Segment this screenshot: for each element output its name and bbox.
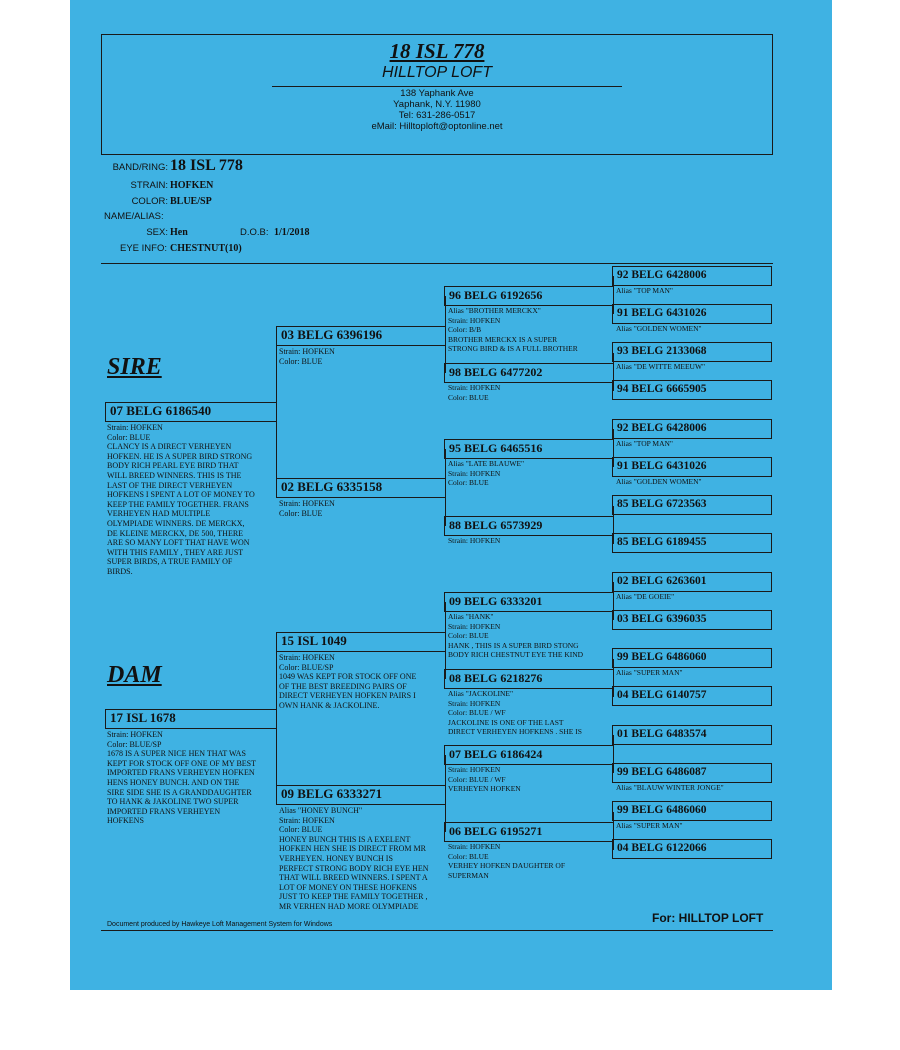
- header-box: [101, 34, 773, 155]
- sss-band-box: 96 BELG 6192656: [444, 286, 614, 306]
- header-email: eMail: Hilltoploft@optonline.net: [371, 121, 503, 132]
- footer-produced-by: Document produced by Hawkeye Loft Management System for Windows: [107, 921, 333, 928]
- strain-value: HOFKEN: [170, 180, 214, 191]
- ssd-notes: Strain: HOFKEN Color: BLUE: [448, 383, 501, 402]
- band-label: BAND/RING:: [112, 162, 168, 173]
- ds-connector: [445, 602, 446, 679]
- dsd-notes: Alias "JACKOLINE" Strain: HOFKEN Color: BLUE / WF JACKOLINE IS ONE OF THE LAST DIRECT VERHEYEN HOFKENS . SHE IS: [448, 689, 582, 736]
- eye-info-value: CHESTNUT(10): [170, 243, 242, 254]
- g4-15-alias: Alias "SUPER MAN": [616, 821, 683, 830]
- dam-heading: DAM: [107, 662, 162, 688]
- eye-info-label: EYE INFO:: [120, 243, 167, 254]
- info-divider: [101, 263, 773, 264]
- ss-band-box: 03 BELG 6396196: [276, 326, 446, 346]
- sd-connector: [445, 449, 446, 526]
- dds-band-box: 07 BELG 6186424: [444, 745, 614, 765]
- ss-connector: [445, 296, 446, 373]
- sex-value: Hen: [170, 227, 188, 238]
- g4-7-band-box: 85 BELG 6723563: [612, 495, 772, 515]
- ds-band-box: 15 ISL 1049: [276, 632, 446, 652]
- dob-value: 1/1/2018: [274, 227, 310, 238]
- g4-16-band-box: 04 BELG 6122066: [612, 839, 772, 859]
- g4-12-band-box: 04 BELG 6140757: [612, 686, 772, 706]
- g4-13-band-box: 01 BELG 6483574: [612, 725, 772, 745]
- dsd-band-box: 08 BELG 6218276: [444, 669, 614, 689]
- g4-9-alias: Alias "DE GOEIE": [616, 592, 675, 601]
- g4-9-band-box: 02 BELG 6263601: [612, 572, 772, 592]
- sire-connector: [276, 345, 277, 487]
- dam-notes: Strain: HOFKEN Color: BLUE/SP 1678 IS A SUPER NICE HEN THAT WAS KEPT FOR STOCK OFF ONE OF MY BEST IMPORTED FRANS VERHEYEN HOFKEN HENS HONEY BUNCH. AND ON THE SIRE SIDE SHE IS A GRANDDAUGHTER TO HANK & JAKOLINE TWO SUPER IMPORTED FRANS VERHEYEN HOFKENS: [107, 730, 256, 826]
- color-value: BLUE/SP: [170, 196, 212, 207]
- sds-notes: Alias "LATE BLAUWE" Strain: HOFKEN Color: BLUE: [448, 459, 525, 487]
- dam-band-box: 17 ISL 1678: [105, 709, 277, 729]
- g4-8-band-box: 85 BELG 6189455: [612, 533, 772, 553]
- g4-1-band-box: 92 BELG 6428006: [612, 266, 772, 286]
- band-value: 18 ISL 778: [170, 157, 243, 174]
- g4-1-alias: Alias "TOP MAN": [616, 286, 673, 295]
- dss-band-box: 09 BELG 6333201: [444, 592, 614, 612]
- ddd-band-box: 06 BELG 6195271: [444, 822, 614, 842]
- g4-14-alias: Alias "BLAUW WINTER JONGE": [616, 783, 724, 792]
- g4-11-alias: Alias "SUPER MAN": [616, 668, 683, 677]
- sds-band-box: 95 BELG 6465516: [444, 439, 614, 459]
- dd-band-box: 09 BELG 6333271: [276, 785, 446, 805]
- header-city: Yaphank, N.Y. 11980: [393, 99, 481, 110]
- header-loft-name: HILLTOP LOFT: [382, 64, 492, 81]
- dds-notes: Strain: HOFKEN Color: BLUE / WF VERHEYEN HOFKEN: [448, 765, 521, 793]
- dam-connector: [276, 651, 277, 794]
- header-divider: [272, 86, 622, 87]
- sd-band-box: 02 BELG 6335158: [276, 478, 446, 498]
- g4-5-alias: Alias "TOP MAN": [616, 439, 673, 448]
- header-band-title: 18 ISL 778: [389, 39, 485, 63]
- dob-label: D.O.B:: [240, 227, 269, 238]
- footer-divider: [101, 930, 773, 931]
- g4-3-alias: Alias "DE WITTE MEEUW": [616, 362, 706, 371]
- g4-2-alias: Alias "GOLDEN WOMEN": [616, 324, 702, 333]
- g4-6-alias: Alias "GOLDEN WOMEN": [616, 477, 702, 486]
- color-label: COLOR:: [131, 196, 168, 207]
- sdd-notes: Strain: HOFKEN: [448, 536, 501, 545]
- sss-notes: Alias "BROTHER MERCKX" Strain: HOFKEN Color: B/B BROTHER MERCKX IS A SUPER STRONG BIRD & IS A FULL BROTHER: [448, 306, 578, 353]
- g4-15-band-box: 99 BELG 6486060: [612, 801, 772, 821]
- strain-label: STRAIN:: [130, 180, 168, 191]
- g4-14-band-box: 99 BELG 6486087: [612, 763, 772, 783]
- g4-2-band-box: 91 BELG 6431026: [612, 304, 772, 324]
- g4-5-band-box: 92 BELG 6428006: [612, 419, 772, 439]
- g4-3-band-box: 93 BELG 2133068: [612, 342, 772, 362]
- name-alias-label: NAME/ALIAS:: [104, 211, 164, 222]
- ssd-band-box: 98 BELG 6477202: [444, 363, 614, 383]
- sd-notes: Strain: HOFKEN Color: BLUE: [279, 499, 335, 518]
- sex-label: SEX:: [146, 227, 168, 238]
- header-address: 138 Yaphank Ave: [400, 88, 474, 99]
- g4-4-band-box: 94 BELG 6665905: [612, 380, 772, 400]
- header-phone: Tel: 631-286-0517: [398, 110, 476, 121]
- g4-10-band-box: 03 BELG 6396035: [612, 610, 772, 630]
- sdd-band-box: 88 BELG 6573929: [444, 516, 614, 536]
- sire-notes: Strain: HOFKEN Color: BLUE CLANCY IS A DIRECT VERHEYEN HOFKEN. HE IS A SUPER BIRD STRONG BODY RICH PEARL EYE BIRD THAT WILL BREED WINNERS. THIS IS THE LAST OF THE DIRECT VERHEYEN HOFKENS I SPENT A LOT OF MONEY TO KEEP THE FAMILY TOGETHER. FRANS VERHEYEN HAD MULTIPLE OLYMPIADE WINNERS. DE MERCKX, DE KLEINE MERCKX, DE 500, THERE ARE SO MANY LOFT THAT HAVE WON WITH THIS FAMILY , THEY ARE JUST SUPER BIRDS, A TRUE FAMILY OF BIRDS.: [107, 423, 255, 576]
- sire-band-box: 07 BELG 6186540: [105, 402, 277, 422]
- dss-notes: Alias "HANK" Strain: HOFKEN Color: BLUE HANK , THIS IS A SUPER BIRD STONG BODY RICH CHESTNUT EYE THE KIND: [448, 612, 584, 659]
- dd-connector: [445, 755, 446, 832]
- sire-heading: SIRE: [107, 354, 162, 380]
- footer-for: For: HILLTOP LOFT: [652, 911, 764, 925]
- dd-notes: Alias "HONEY BUNCH" Strain: HOFKEN Color: BLUE HONEY BUNCH THIS IS A EXELENT HOFKEN HEN SHE IS DIRECT FROM MR VERHEYEN. HONEY BUNCH IS PERFECT STRONG BODY RICH EYE HEN THAT WILL BREED WINNERS. I SPENT A LOT OF MONEY ON THESE HOFKENS JUST TO KEEP THE FAMILY TOGETHER , MR VERHEN HAD MORE OLYMPIADE: [279, 806, 429, 911]
- ds-notes: Strain: HOFKEN Color: BLUE/SP 1049 WAS KEPT FOR STOCK OFF ONE OF THE BEST BREEDING PAIRS OF DIRECT VERHEYEN HOFKEN PAIRS I OWN HANK & JACKOLINE.: [279, 653, 417, 710]
- g4-6-band-box: 91 BELG 6431026: [612, 457, 772, 477]
- ddd-notes: Strain: HOFKEN Color: BLUE VERHEY HOFKEN DAUGHTER OF SUPERMAN: [448, 842, 566, 880]
- g4-11-band-box: 99 BELG 6486060: [612, 648, 772, 668]
- ss-notes: Strain: HOFKEN Color: BLUE: [279, 347, 335, 366]
